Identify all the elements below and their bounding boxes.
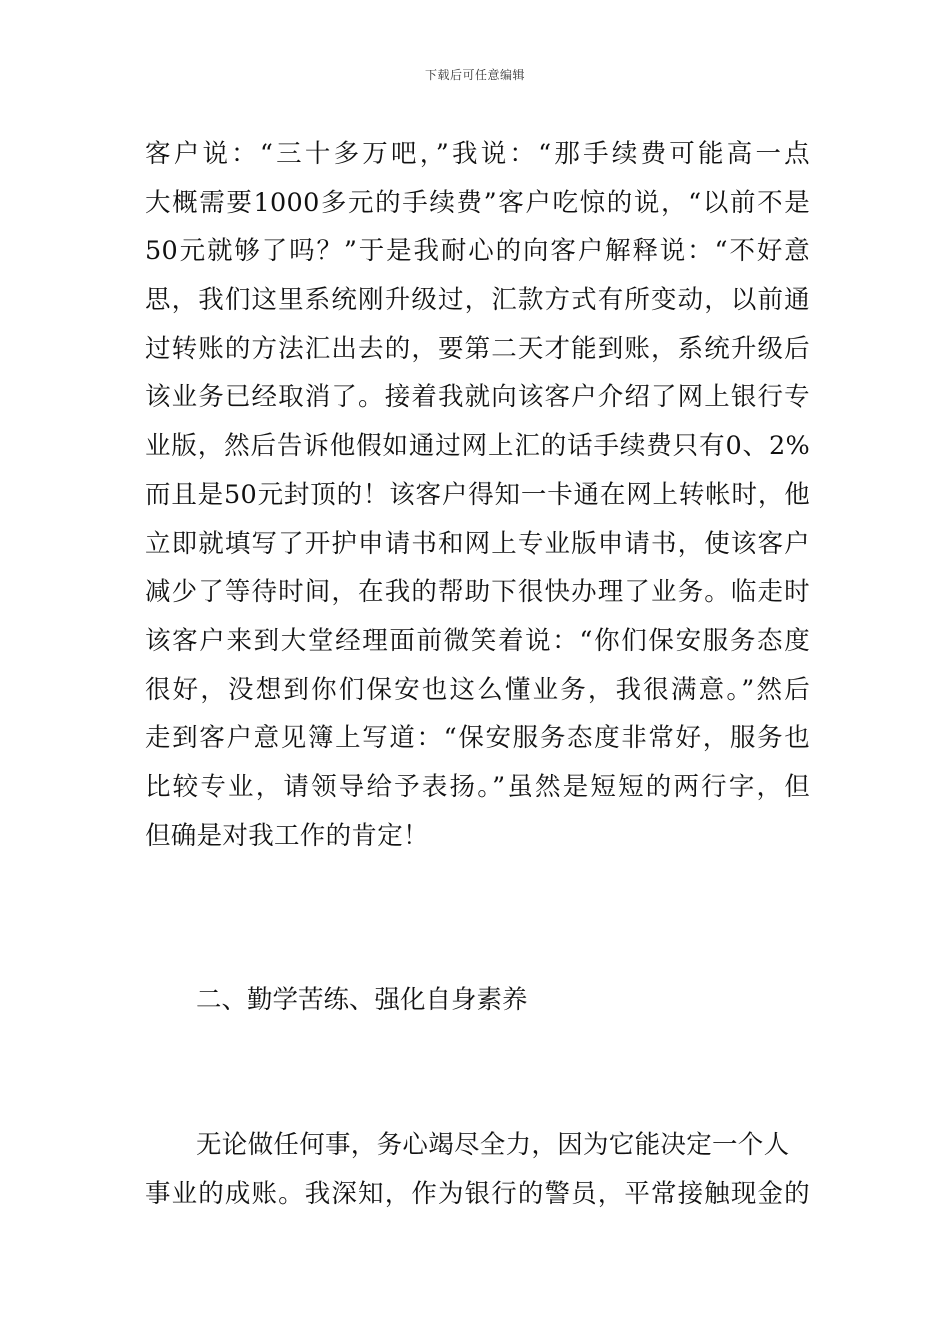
paragraph-2 [145,1121,810,1218]
text-line: 事业的成账。我深知，作为银行的警员，平常接触现金的 [145,1178,810,1209]
text-line: 但确是对我工作的肯定！ [145,820,429,851]
text-line: 而且是50元封顶的！该客户得知一卡通在网上转帐时，他 [145,479,810,510]
text-line: 该业务已经取消了。接着我就向该客户介绍了网上银行专 [145,382,810,413]
text-line: 业版，然后告诉他假如通过网上汇的话手续费只有0、2% [145,431,810,462]
page-header: 下载后可任意编辑 [424,68,525,82]
text-line: 立即就填写了开护申请书和网上专业版申请书，使该客户 [145,528,810,559]
text-line: 很好，没想到你们保安也这么懂业务，我很满意。”然后 [145,674,810,705]
text-line: 走到客户意见簿上写道：“保安服务态度非常好，服务也 [145,723,810,754]
text-line: 客户说：“三十多万吧，”我说：“那手续费可能高一点 [145,139,810,169]
paragraph-1 [145,130,810,860]
text-line: 过转账的方法汇出去的，要第二天才能到账，系统升级后 [145,333,810,364]
text-line: 比较专业，请领导给予表扬。”虽然是短短的两行字，但 [145,771,810,802]
text-line: 大概需要1000多元的手续费”客户吃惊的说，“以前不是 [145,187,810,218]
text-line: 该客户来到大堂经理面前微笑着说：“你们保安服务态度 [145,625,810,656]
text-line: 50元就够了吗？”于是我耐心的向客户解释说：“不好意 [145,236,810,267]
section-heading: 二、勤学苦练、强化自身素养 [196,985,528,1015]
text-line: 思，我们这里系统刚升级过，汇款方式有所变动，以前通 [145,285,810,316]
text-line: 减少了等待时间，在我的帮助下很快办理了业务。临走时 [145,577,810,608]
text-line: 无论做任何事，务心竭尽全力，因为它能决定一个人 [196,1130,790,1160]
